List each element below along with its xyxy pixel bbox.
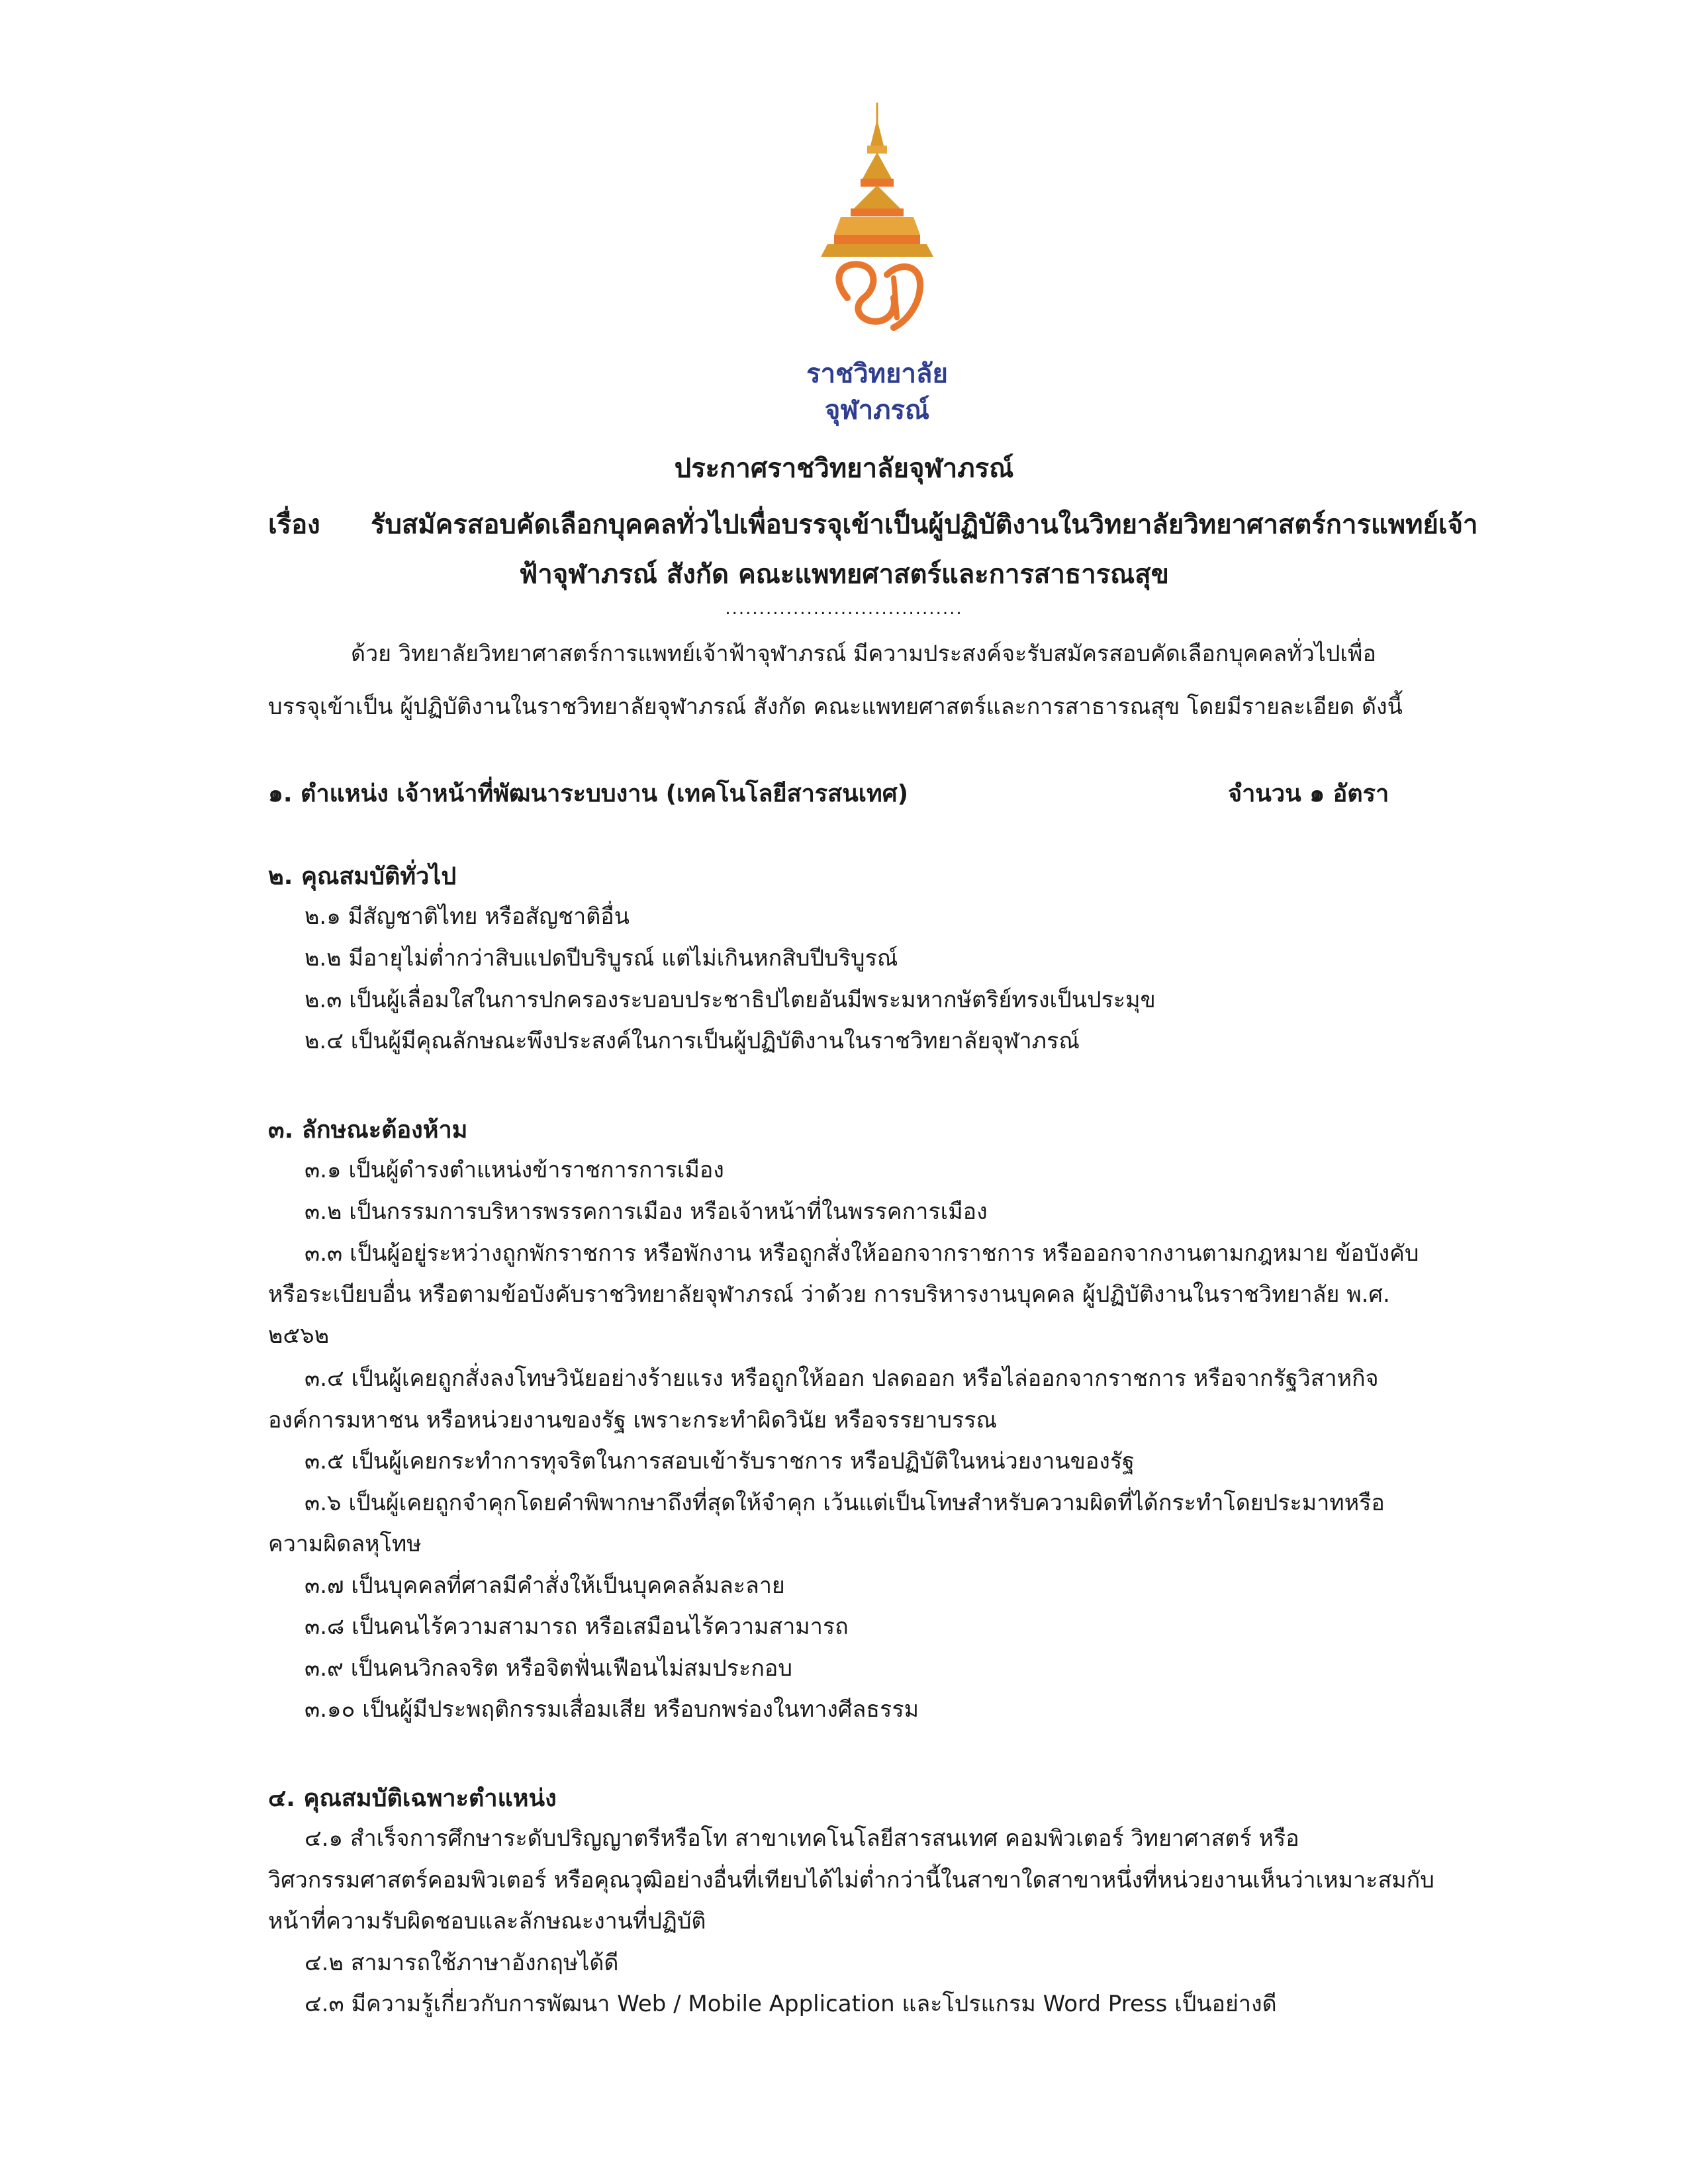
section4-title: ๔. คุณสมบัติเฉพาะตำแหน่ง [268,1785,557,1812]
list-item: ๒.๑ มีสัญชาติไทย หรือสัญชาติอื่น [305,903,630,930]
list-item: ๒.๔ เป็นผู้มีคุณลักษณะพึงประสงค์ในการเป็นผู้ปฏิบัติงานในราชวิทยาลัยจุฬาภรณ์ [305,1028,1080,1054]
announcement-title: ประกาศราชวิทยาลัยจุฬาภรณ์ [674,453,1014,484]
list-item: ๓.๔ เป็นผู้เคยถูกสั่งลงโทษวินัยอย่างร้ายแรง หรือถูกให้ออก ปลดออก หรือไล่ออกจากราชการ หรือจากรัฐวิสาหกิจ [305,1365,1379,1392]
list-item-continuation: หรือระเบียบอื่น หรือตามข้อบังคับราชวิทยาลัยจุฬาภรณ์ ว่าด้วย การบริหารงานบุคคล ผู้ปฏิบัติงานในราชวิทยาลัย พ.ศ. [268,1281,1390,1308]
list-item-continuation: ความผิดลหุโทษ [268,1531,422,1557]
subject-label: เรื่อง [268,510,320,540]
subject-line1: รับสมัครสอบคัดเลือกบุคคลทั่วไปเพื่อบรรจุเข้าเป็นผู้ปฏิบัติงานในวิทยาลัยวิทยาศาสตร์การแพทย์เจ้า [371,510,1478,540]
list-item: ๓.๑๐ เป็นผู้มีประพฤติกรรมเสื่อมเสีย หรือบกพร่องในทางศีลธรรม [305,1696,919,1723]
separator-dots: ................................... [725,599,963,619]
list-item: ๓.๖ เป็นผู้เคยถูกจำคุกโดยคำพิพากษาถึงที่สุดให้จำคุก เว้นแต่เป็นโทษสำหรับความผิดที่ได้กระทำโดยประมาทหรือ [305,1490,1385,1516]
intro-line2: บรรจุเข้าเป็น ผู้ปฏิบัติงานในราชวิทยาลัยจุฬาภรณ์ สังกัด คณะแพทยศาสตร์และการสาธารณสุข โดยมีรายละเอียด ดังนี้ [268,694,1403,720]
section3-title: ๓. ลักษณะต้องห้าม [268,1116,468,1144]
list-item: ๓.๘ เป็นคนไร้ความสามารถ หรือเสมือนไร้ความสามารถ [305,1614,849,1640]
list-item: ๔.๑ สำเร็จการศึกษาระดับปริญญาตรีหรือโท สาขาเทคโนโลยีสารสนเทศ คอมพิวเตอร์ วิทยาศาสตร์ หรือ [305,1825,1299,1852]
list-item-continuation: วิศวกรรมศาสตร์คอมพิวเตอร์ หรือคุณวุฒิอย่างอื่นที่เทียบได้ไม่ต่ำกว่านี้ในสาขาใดสาขาหนึ่งที่หน่วยงานเห็นว่าเหมาะสมกับ [268,1867,1434,1893]
list-item: ๒.๓ เป็นผู้เลื่อมใสในการปกครองระบอบประชาธิปไตยอันมีพระมหากษัตริย์ทรงเป็นประมุข [305,987,1156,1013]
list-item: ๔.๒ สามารถใช้ภาษาอังกฤษได้ดี [305,1950,619,1976]
list-item: ๓.๕ เป็นผู้เคยกระทำการทุจริตในการสอบเข้ารับราชการ หรือปฏิบัติในหน่วยงานของรัฐ [305,1448,1135,1475]
section2-title: ๒. คุณสมบัติทั่วไป [268,863,457,890]
position-title: ๑. ตำแหน่ง เจ้าหน้าที่พัฒนาระบบงาน (เทคโนโลยีสารสนเทศ) [268,780,909,807]
logo-name-line2: จุฬาภรณ์ [824,395,930,426]
list-item: ๓.๓ เป็นผู้อยู่ระหว่างถูกพักราชการ หรือพักงาน หรือถูกสั่งให้ออกจากราชการ หรือออกจากงานตามกฎหมาย ข้อบังคับ [305,1240,1419,1267]
logo-name-line1: ราชวิทยาลัย [806,359,948,389]
chulabhorn-emblem-logo [778,99,976,364]
position-count: จำนวน ๑ อัตรา [1228,780,1389,807]
list-item: ๔.๓ มีความรู้เกี่ยวกับการพัฒนา Web / Mobile Application และโปรแกรม Word Press เป็นอย่างดี [305,1991,1277,2017]
list-item-continuation: ๒๕๖๒ [268,1322,330,1349]
intro-line1: ด้วย วิทยาลัยวิทยาศาสตร์การแพทย์เจ้าฟ้าจุฬาภรณ์ มีความประสงค์จะรับสมัครสอบคัดเลือกบุคคลทั่วไปเพื่อ [351,641,1376,667]
list-item: ๓.๙ เป็นคนวิกลจริต หรือจิตฟั่นเฟือนไม่สมประกอบ [305,1655,792,1682]
list-item-continuation: หน้าที่ความรับผิดชอบและลักษณะงานที่ปฏิบัติ [268,1908,706,1934]
list-item: ๓.๑ เป็นผู้ดำรงตำแหน่งข้าราชการการเมือง [305,1157,724,1183]
list-item: ๓.๒ เป็นกรรมการบริหารพรรคการเมือง หรือเจ้าหน้าที่ในพรรคการเมือง [305,1199,988,1225]
list-item: ๓.๗ เป็นบุคคลที่ศาลมีคำสั่งให้เป็นบุคคลล้มละลาย [305,1572,785,1599]
subject-line2: ฟ้าจุฬาภรณ์ สังกัด คณะแพทยศาสตร์และการสาธารณสุข [518,559,1170,590]
list-item-continuation: องค์การมหาชน หรือหน่วยงานของรัฐ เพราะกระทำผิดวินัย หรือจรรยาบรรณ [268,1407,998,1433]
list-item: ๒.๒ มีอายุไม่ต่ำกว่าสิบแปดปีบริบูรณ์ แต่ไม่เกินหกสิบปีบริบูรณ์ [305,945,898,972]
